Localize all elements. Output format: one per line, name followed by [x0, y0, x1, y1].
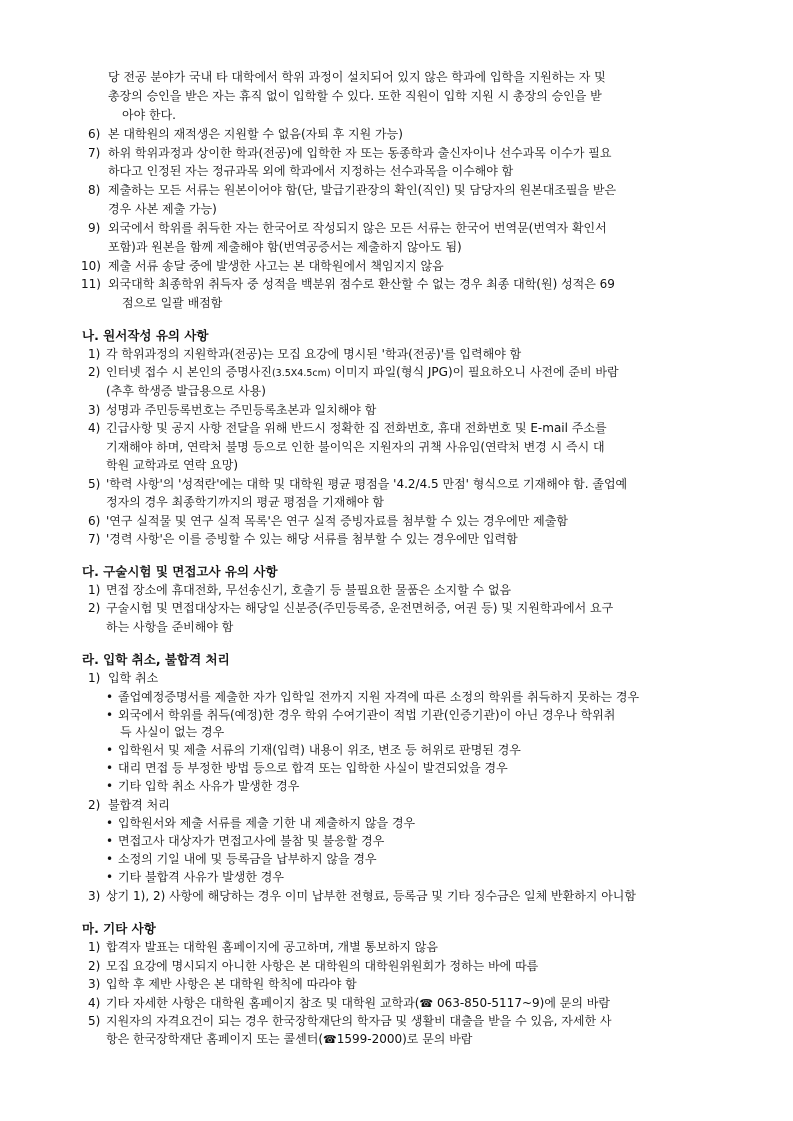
item-number: 2)	[88, 365, 101, 379]
item-text: 하위 학위과정과 상이한 학과(전공)에 입학한 자 또는 동종학과 출신자이나 선수과목 이수가 필요	[108, 146, 612, 160]
bullet-dot: •	[106, 708, 114, 722]
bullet-dot: •	[106, 761, 114, 775]
item-number: 7)	[88, 146, 101, 160]
section-heading: 마. 기타 사항	[82, 921, 156, 936]
item-number: 3)	[88, 889, 101, 903]
item-number: 5)	[88, 1014, 101, 1028]
item-text	[106, 995, 610, 1012]
sub-heading: 입학 취소	[108, 671, 159, 685]
item-number: 4)	[88, 421, 101, 435]
item-text-part: 항은 한국장학재단 홈페이지 또는 콜센터(	[106, 1032, 324, 1046]
item-text: 지원자의 자격요건이 되는 경우 한국장학재단의 학자금 및 생활비 대출을 받을 수 있음, 자세한 사	[106, 1014, 612, 1028]
section-heading: 다. 구술시험 및 면접고사 유의 사항	[82, 564, 278, 579]
photo-size-note: (3.5X4.5cm)	[271, 368, 331, 379]
bullet-dot: •	[106, 779, 114, 793]
item-text: 점으로 일괄 배점함	[122, 296, 223, 310]
item-text: 경우 사본 제출 가능)	[108, 202, 217, 216]
item-text: 상기 1), 2) 사항에 해당하는 경우 이미 납부한 전형료, 등록금 및 기타 징수금은 일체 반환하지 아니함	[106, 889, 636, 903]
item-text: 외국대학 최종학위 취득자 중 성적을 백분위 점수로 환산할 수 없는 경우 최종 대학(원) 성적은 69	[108, 277, 615, 291]
item-number: 3)	[88, 403, 101, 417]
item-text: 성명과 주민등록번호는 주민등록초본과 일치해야 함	[106, 403, 377, 417]
bullet-dot: •	[106, 743, 114, 757]
item-number: 9)	[88, 221, 101, 235]
item-text: 포함)과 원본을 함께 제출해야 함(번역공증서는 제출하지 않아도 됨)	[108, 240, 462, 254]
bullet-text: 대리 면접 등 부정한 방법 등으로 합격 또는 입학한 사실이 발견되었을 경우	[118, 761, 508, 775]
phone-icon: ☎	[419, 997, 434, 1010]
item-text: 기재해야 하며, 연락처 불명 등으로 인한 불이익은 지원자의 귀책 사유임(연락처 변경 시 즉시 대	[106, 440, 605, 454]
item-number: 3)	[88, 977, 101, 991]
item-number: 2)	[88, 601, 101, 615]
bullet-text: 외국에서 학위를 취득(예정)한 경우 학위 수여기관이 적법 기관(인증기관)이 아닌 경우나 학위취	[118, 708, 616, 722]
item-text-part: 기타 자세한 사항은 대학원 홈페이지 참조 및 대학원 교학과(	[106, 996, 420, 1010]
section-heading: 나. 원서작성 유의 사항	[82, 328, 209, 343]
bullet-dot: •	[106, 834, 114, 848]
item-text: 본 대학원의 재적생은 지원할 수 없음(자퇴 후 지원 가능)	[108, 127, 403, 141]
bullet-dot: •	[106, 690, 114, 704]
item-number: 6)	[88, 127, 101, 141]
sub-heading: 불합격 처리	[108, 798, 170, 812]
item-text	[106, 1031, 472, 1048]
bullet-text: 득 사실이 없는 경우	[120, 725, 225, 739]
item-text: 학원 교학과로 연락 요망)	[106, 458, 239, 472]
item-number: 2)	[88, 798, 101, 812]
item-text: 외국에서 학위를 취득한 자는 한국어로 작성되지 않은 모든 서류는 한국어 번역문(번역자 확인서	[108, 221, 607, 235]
item-text: (추후 학생증 발급용으로 사용)	[106, 384, 266, 398]
item-number: 1)	[88, 583, 101, 597]
item-text: 구술시험 및 면접대상자는 해당일 신분증(주민등록증, 운전면허증, 여권 등) 및 지원학과에서 요구	[106, 601, 614, 615]
bullet-text: 기타 입학 취소 사유가 발생한 경우	[118, 779, 300, 793]
item-number: 1)	[88, 671, 101, 685]
item-text: 합격자 발표는 대학원 홈페이지에 공고하며, 개별 통보하지 않음	[106, 940, 438, 954]
item-number: 1)	[88, 347, 101, 361]
bullet-text: 입학원서와 제출 서류를 제출 기한 내 제출하지 않을 경우	[118, 816, 416, 830]
item-text: 정자의 경우 최종학기까지의 평균 평점을 기재해야 함	[106, 495, 384, 509]
item-number: 8)	[88, 183, 101, 197]
item-number: 5)	[88, 477, 101, 491]
item-number: 2)	[88, 959, 101, 973]
bullet-dot: •	[106, 816, 114, 830]
item-number: 4)	[88, 996, 101, 1010]
intro-line: 아야 한다.	[122, 108, 176, 122]
bullet-text: 입학원서 및 제출 서류의 기재(입력) 내용이 위조, 변조 등 허위로 판명된 경우	[118, 743, 521, 757]
phone-icon: ☎	[323, 1033, 337, 1046]
bullet-text: 졸업예정증명서를 제출한 자가 입학일 전까지 지원 자격에 따른 소정의 학위를 취득하지 못하는 경우	[118, 690, 640, 704]
item-text: 하는 사항을 준비해야 함	[106, 620, 234, 634]
bullet-text: 소정의 기일 내에 및 등록금을 납부하지 않을 경우	[118, 852, 377, 866]
item-text-part: 이미지 파일(형식 JPG)이 필요하오니 사전에 준비 바람	[330, 365, 619, 379]
intro-line: 당 전공 분야가 국내 타 대학에서 학위 과정이 설치되어 있지 않은 학과에 입학을 지원하는 자 및	[108, 70, 606, 84]
item-text: 모집 요강에 명시되지 아니한 사항은 본 대학원의 대학원위원회가 정하는 바에 따름	[106, 959, 539, 973]
item-text: 각 학위과정의 지원학과(전공)는 모집 요강에 명시된 '학과(전공)'를 입력해야 함	[106, 347, 522, 361]
item-text: 하다고 인정된 자는 정규과목 외에 학과에서 지정하는 선수과목을 이수해야 함	[108, 164, 514, 178]
intro-line: 총장의 승인을 받은 자는 휴직 없이 입학할 수 있다. 또한 직원이 입학 지원 시 총장의 승인을 받	[108, 89, 602, 103]
item-number: 7)	[88, 532, 101, 546]
item-text: 제출하는 모든 서류는 원본이어야 함(단, 발급기관장의 확인(직인) 및 담당자의 원본대조필을 받은	[108, 183, 617, 197]
item-number: 1)	[88, 940, 101, 954]
item-text: '연구 실적물 및 연구 실적 목록'은 연구 실적 증빙자료를 첨부할 수 있는 경우에만 제출함	[106, 514, 568, 528]
item-number: 6)	[88, 514, 101, 528]
item-text: '경력 사항'은 이를 증빙할 수 있는 해당 서류를 첨부할 수 있는 경우에만 입력함	[106, 532, 518, 546]
item-text: 입학 후 제반 사항은 본 대학원 학칙에 따라야 함	[106, 977, 357, 991]
item-text: '학력 사항'의 '성적란'에는 대학 및 대학원 평균 평점을 '4.2/4.5 만점' 형식으로 기재해야 함. 졸업예	[106, 477, 628, 491]
item-text: 면접 장소에 휴대전화, 무선송신기, 호출기 등 불필요한 물품은 소지할 수 없음	[106, 583, 512, 597]
bullet-text: 기타 불합격 사유가 발생한 경우	[118, 870, 284, 884]
phone-number: 063-850-5117~9)에 문의 바람	[433, 996, 610, 1010]
item-number: 11)	[81, 277, 101, 291]
bullet-dot: •	[106, 852, 114, 866]
phone-number: 1599-2000)로 문의 바람	[336, 1032, 473, 1046]
item-text: 제출 서류 송달 중에 발생한 사고는 본 대학원에서 책임지지 않음	[108, 259, 444, 273]
item-text: 긴급사항 및 공지 사항 전달을 위해 반드시 정확한 집 전화번호, 휴대 전화번호 및 E-mail 주소를	[106, 421, 607, 435]
bullet-dot: •	[106, 870, 114, 884]
item-text-part: 인터넷 접수 시 본인의 증명사진	[106, 365, 272, 379]
section-heading: 라. 입학 취소, 불합격 처리	[82, 652, 230, 667]
item-number: 10)	[81, 259, 101, 273]
item-text	[106, 364, 619, 382]
bullet-text: 면접고사 대상자가 면접고사에 불참 및 불응할 경우	[118, 834, 385, 848]
